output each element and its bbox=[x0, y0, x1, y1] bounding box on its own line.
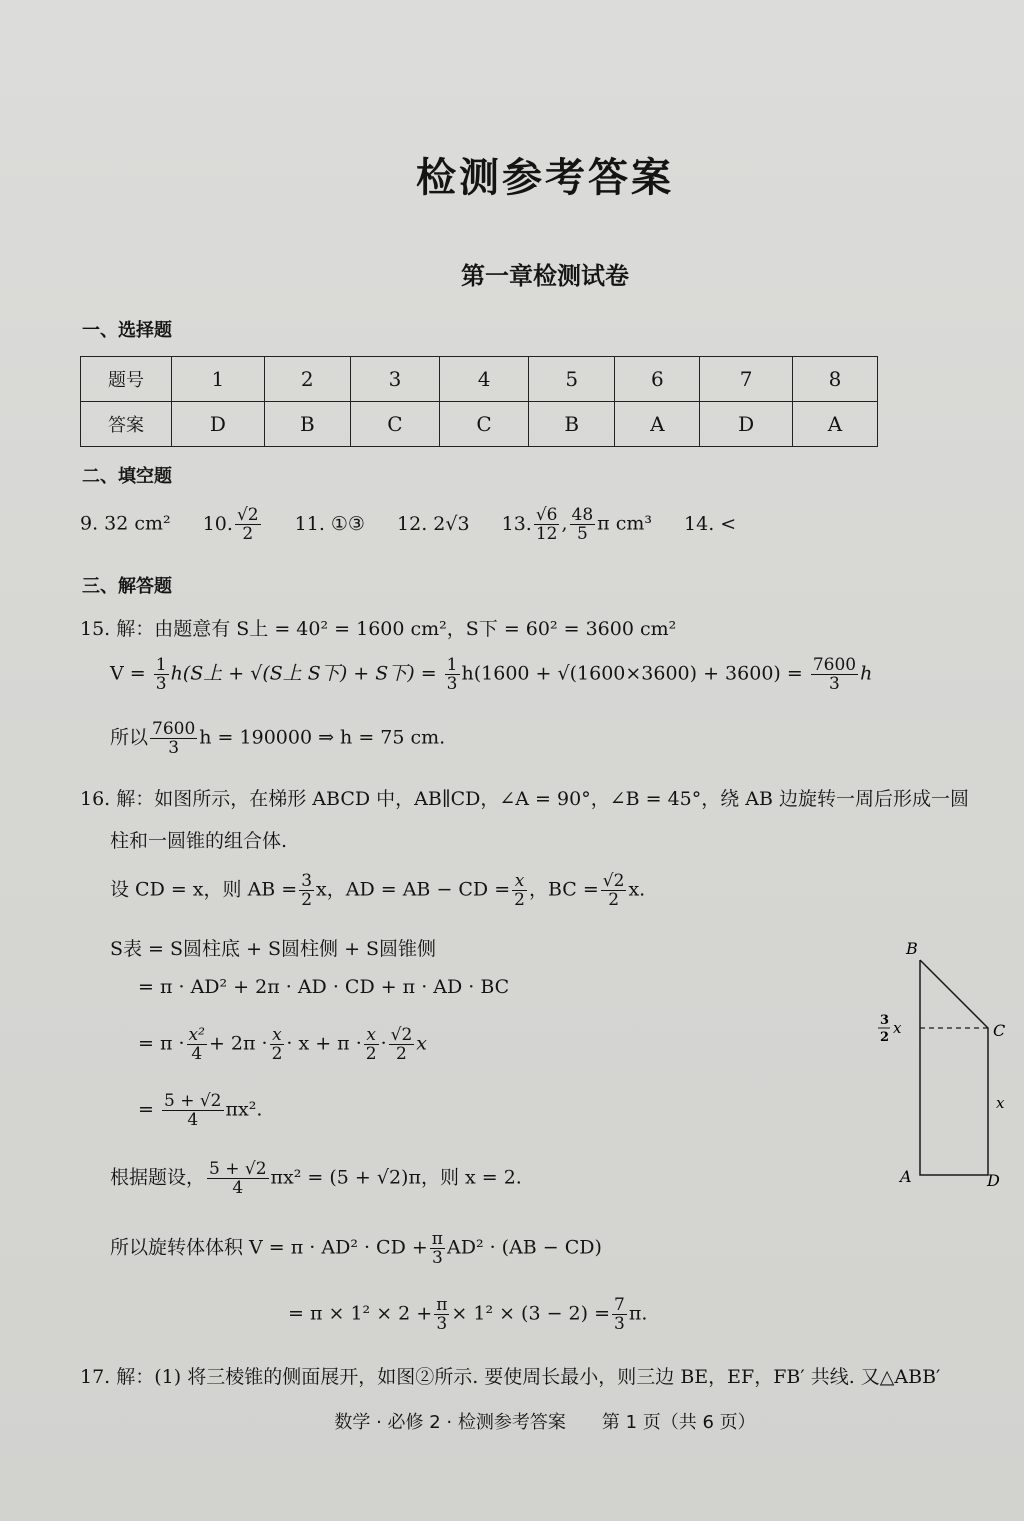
label-c: C bbox=[993, 1021, 1006, 1040]
table-cell: 3 bbox=[350, 357, 439, 402]
label-a: A bbox=[900, 1167, 912, 1186]
label-fraction-num: 3 bbox=[880, 1013, 890, 1028]
table-cell: A bbox=[792, 402, 877, 447]
q16-line-5: = π · AD² + 2π · AD · CD + π · AD · BC bbox=[138, 976, 510, 998]
table-row bbox=[81, 357, 878, 402]
label-x: x bbox=[996, 1094, 1005, 1112]
trapezoid-figure bbox=[860, 930, 1010, 1190]
fill-q9: 9. 32 cm² bbox=[80, 512, 171, 535]
table-cell: B bbox=[264, 402, 350, 447]
page-title: 检测参考答案 bbox=[416, 155, 674, 201]
table-cell: 4 bbox=[440, 357, 529, 402]
section-solve: 三、解答题 bbox=[82, 576, 172, 597]
table-cell: 2 bbox=[264, 357, 350, 402]
section-choice: 一、选择题 bbox=[82, 320, 172, 341]
fill-q11: 11. ①③ bbox=[294, 512, 365, 535]
table-header-number: 题号 bbox=[81, 357, 172, 402]
answer-table bbox=[80, 356, 878, 447]
q16-line-7: = $\frac{5 + √2}{4}$ πx². bbox=[138, 1091, 263, 1130]
fill-q10-fraction: $\frac{√2}{2}$ bbox=[236, 505, 259, 544]
table-cell: 6 bbox=[615, 357, 700, 402]
q15-line-2: V = $\frac{1}{3}$ h(S上 + √(S上 S下) + S下) = $\frac{1}{3}$ h(1600 + √(1600×3600) + 3600) = $\frac{7600}{3}$ h bbox=[110, 655, 873, 694]
q16-line-6: = π · $\frac{\text{x²}}{4}$ + 2π · $\frac{x}{2}$ · x + π · $\frac{x}{2}$ · $\frac{√2}{2}$ x bbox=[138, 1025, 428, 1064]
q16-line-4: S表 = S圆柱底 + S圆柱侧 + S圆锥侧 bbox=[110, 938, 437, 960]
fill-q14: 14. < bbox=[684, 512, 737, 535]
trapezoid-outline bbox=[920, 960, 988, 1175]
table-cell: D bbox=[700, 402, 793, 447]
label-b: B bbox=[906, 939, 918, 958]
q16-line-8: 根据题设， $\frac{5 + √2}{4}$ πx² = (5 + √2)π，则 x = 2. bbox=[110, 1159, 522, 1198]
q16-line-9: 所以旋转体体积 V = π · AD² · CD + $\frac{\pi}{3}$ AD² · (AB − CD) bbox=[110, 1229, 602, 1268]
q15-line-1: 15. 解：由题意有 S上 = 40² = 1600 cm²，S下 = 60² = 3600 cm² bbox=[80, 618, 677, 640]
table-cell: 8 bbox=[792, 357, 877, 402]
section-fill: 二、填空题 bbox=[82, 466, 172, 487]
table-cell: C bbox=[350, 402, 439, 447]
table-cell: 5 bbox=[529, 357, 615, 402]
page-footer: 数学 · 必修 2 · 检测参考答案 第 1 页（共 6 页） bbox=[334, 1412, 756, 1433]
label-fraction-den: 2 bbox=[880, 1030, 890, 1045]
label-fraction-x: x bbox=[893, 1019, 902, 1037]
fill-q13-unit: π cm³ bbox=[597, 512, 652, 535]
table-row bbox=[81, 402, 878, 447]
q16-line-3: 设 CD = x，则 AB = $\frac{3}{2}$ x，AD = AB − CD = $\frac{x}{2}$ ，BC = $\frac{√2}{2}$ x. bbox=[110, 871, 646, 910]
table-cell: A bbox=[615, 402, 700, 447]
table-header-answer: 答案 bbox=[81, 402, 172, 447]
q16-line-1: 16. 解：如图所示，在梯形 ABCD 中，AB∥CD，∠A = 90°，∠B = 45°，绕 AB 边旋转一周后形成一圆 bbox=[80, 788, 970, 810]
q16-line-10: = π × 1² × 2 + $\frac{\pi}{3}$ × 1² × (3 − 2) = $\frac{7}{3}$ π. bbox=[288, 1295, 648, 1334]
chapter-subtitle: 第一章检测试卷 bbox=[461, 262, 629, 290]
fill-q13-fraction-2: $\frac{48}{5}$ bbox=[571, 505, 594, 544]
table-cell: 1 bbox=[172, 357, 265, 402]
fill-q12: 12. 2√3 bbox=[397, 512, 470, 535]
q17-line-1: 17. 解：(1) 将三棱锥的侧面展开，如图②所示. 要使周长最小，则三边 BE，EF，FB′ 共线. 又△ABB′ bbox=[80, 1366, 941, 1388]
table-cell: C bbox=[440, 402, 529, 447]
fill-answers: 9. 32 cm² 10. $\frac{√2}{2}$ 11. ①③ 12. 2√3 13. $\frac{√6}{12}$ , $\frac{48}{5}$ π cm³ 14. < bbox=[80, 505, 737, 544]
q15-line-3: 所以 $\frac{7600}{3}$ h = 190000 ⇒ h = 75 cm. bbox=[110, 719, 446, 758]
table-cell: D bbox=[172, 402, 265, 447]
fill-q10-label: 10. bbox=[202, 512, 233, 535]
fill-q13-fraction-1: $\frac{√6}{12}$ bbox=[535, 505, 558, 544]
label-d: D bbox=[987, 1171, 1000, 1190]
table-cell: 7 bbox=[700, 357, 793, 402]
q16-line-2: 柱和一圆锥的组合体. bbox=[110, 830, 288, 852]
fill-q13-label: 13. bbox=[501, 512, 532, 535]
table-cell: B bbox=[529, 402, 615, 447]
